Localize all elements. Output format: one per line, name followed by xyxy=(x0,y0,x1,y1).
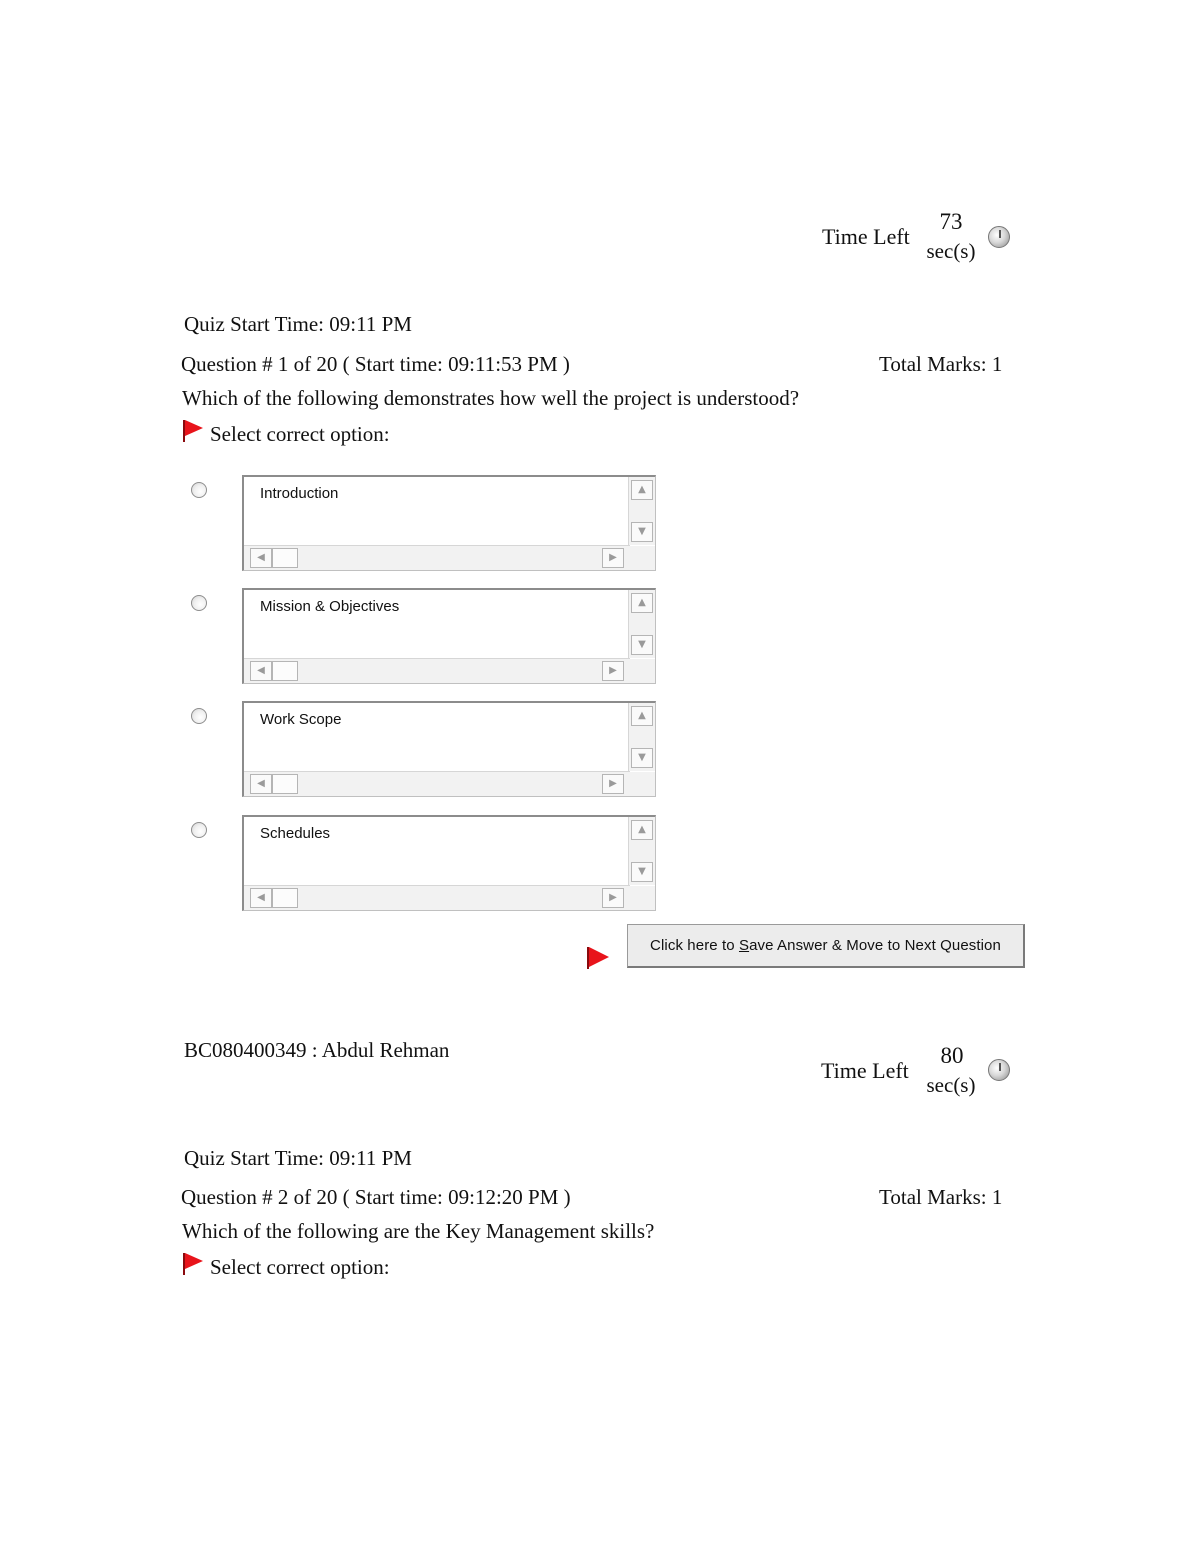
scroll-corner xyxy=(629,659,655,683)
vertical-scrollbar[interactable] xyxy=(628,817,655,885)
scroll-thumb[interactable] xyxy=(272,661,298,681)
red-arrow-icon xyxy=(586,945,610,971)
scroll-left-icon[interactable]: ◀ xyxy=(250,774,272,794)
option-text-4: Schedules xyxy=(260,825,331,842)
question-text: Which of the following are the Key Management skills? xyxy=(182,1219,655,1243)
horizontal-scrollbar[interactable] xyxy=(244,545,630,570)
quiz-start-time: Quiz Start Time: 09:11 PM xyxy=(184,1146,412,1170)
scroll-up-icon[interactable]: ▲ xyxy=(631,593,653,613)
question-header: Question # 2 of 20 ( Start time: 09:12:20 PM ) xyxy=(181,1185,571,1209)
scroll-thumb[interactable] xyxy=(272,548,298,568)
scroll-corner xyxy=(629,772,655,796)
option-text-3: Work Scope xyxy=(260,711,342,728)
vertical-scrollbar[interactable] xyxy=(628,477,655,545)
scroll-thumb[interactable] xyxy=(272,774,298,794)
scroll-right-icon[interactable]: ▶ xyxy=(602,661,624,681)
scroll-right-icon[interactable]: ▶ xyxy=(602,548,624,568)
option-radio-4[interactable] xyxy=(191,822,207,838)
scroll-thumb[interactable] xyxy=(272,888,298,908)
save-button-accel: S xyxy=(738,937,750,954)
clock-icon xyxy=(988,226,1010,248)
option-radio-3[interactable] xyxy=(191,708,207,724)
option-text-2: Mission & Objectives xyxy=(260,598,400,615)
red-flag-icon xyxy=(182,419,204,443)
horizontal-scrollbar[interactable] xyxy=(244,885,630,910)
scroll-left-icon[interactable]: ◀ xyxy=(250,661,272,681)
option-box-4[interactable] xyxy=(242,815,656,911)
scroll-down-icon[interactable]: ▼ xyxy=(631,748,653,768)
option-box-2[interactable] xyxy=(242,588,656,684)
scroll-left-icon[interactable]: ◀ xyxy=(250,548,272,568)
select-prompt: Select correct option: xyxy=(210,422,390,446)
time-left-unit: sec(s) xyxy=(926,1073,976,1097)
time-left-label: Time Left xyxy=(822,224,910,249)
question-header: Question # 1 of 20 ( Start time: 09:11:53 PM ) xyxy=(181,352,570,376)
total-marks: Total Marks: 1 xyxy=(879,1185,1003,1209)
horizontal-scrollbar[interactable] xyxy=(244,771,630,796)
scroll-up-icon[interactable]: ▲ xyxy=(631,706,653,726)
question-text: Which of the following demonstrates how well the project is understood? xyxy=(182,386,800,410)
scroll-right-icon[interactable]: ▶ xyxy=(602,888,624,908)
scroll-corner xyxy=(629,546,655,570)
save-button-text-end: ave Answer & Move to Next Question xyxy=(749,937,1001,954)
scroll-up-icon[interactable]: ▲ xyxy=(631,820,653,840)
red-flag-icon xyxy=(182,1252,204,1276)
option-radio-1[interactable] xyxy=(191,482,207,498)
scroll-down-icon[interactable]: ▼ xyxy=(631,635,653,655)
option-box-3[interactable] xyxy=(242,701,656,797)
scroll-left-icon[interactable]: ◀ xyxy=(250,888,272,908)
time-left-value: 80 xyxy=(940,1043,964,1068)
quiz-start-time: Quiz Start Time: 09:11 PM xyxy=(184,312,412,336)
student-id-name: BC080400349 : Abdul Rehman xyxy=(184,1038,450,1062)
scroll-corner xyxy=(629,886,655,910)
scroll-right-icon[interactable]: ▶ xyxy=(602,774,624,794)
select-prompt: Select correct option: xyxy=(210,1255,390,1279)
save-next-button[interactable] xyxy=(627,924,1025,968)
option-radio-2[interactable] xyxy=(191,595,207,611)
save-button-text-start: Click here to xyxy=(650,937,739,954)
vertical-scrollbar[interactable] xyxy=(628,703,655,771)
horizontal-scrollbar[interactable] xyxy=(244,658,630,683)
scroll-up-icon[interactable]: ▲ xyxy=(631,480,653,500)
time-left-unit: sec(s) xyxy=(926,239,976,263)
time-left-label: Time Left xyxy=(821,1058,909,1083)
scroll-down-icon[interactable]: ▼ xyxy=(631,522,653,542)
total-marks: Total Marks: 1 xyxy=(879,352,1003,376)
option-text-1: Introduction xyxy=(260,485,339,502)
vertical-scrollbar[interactable] xyxy=(628,590,655,658)
option-box-1[interactable] xyxy=(242,475,656,571)
clock-icon xyxy=(988,1059,1010,1081)
scroll-down-icon[interactable]: ▼ xyxy=(631,862,653,882)
time-left-value: 73 xyxy=(939,209,963,234)
